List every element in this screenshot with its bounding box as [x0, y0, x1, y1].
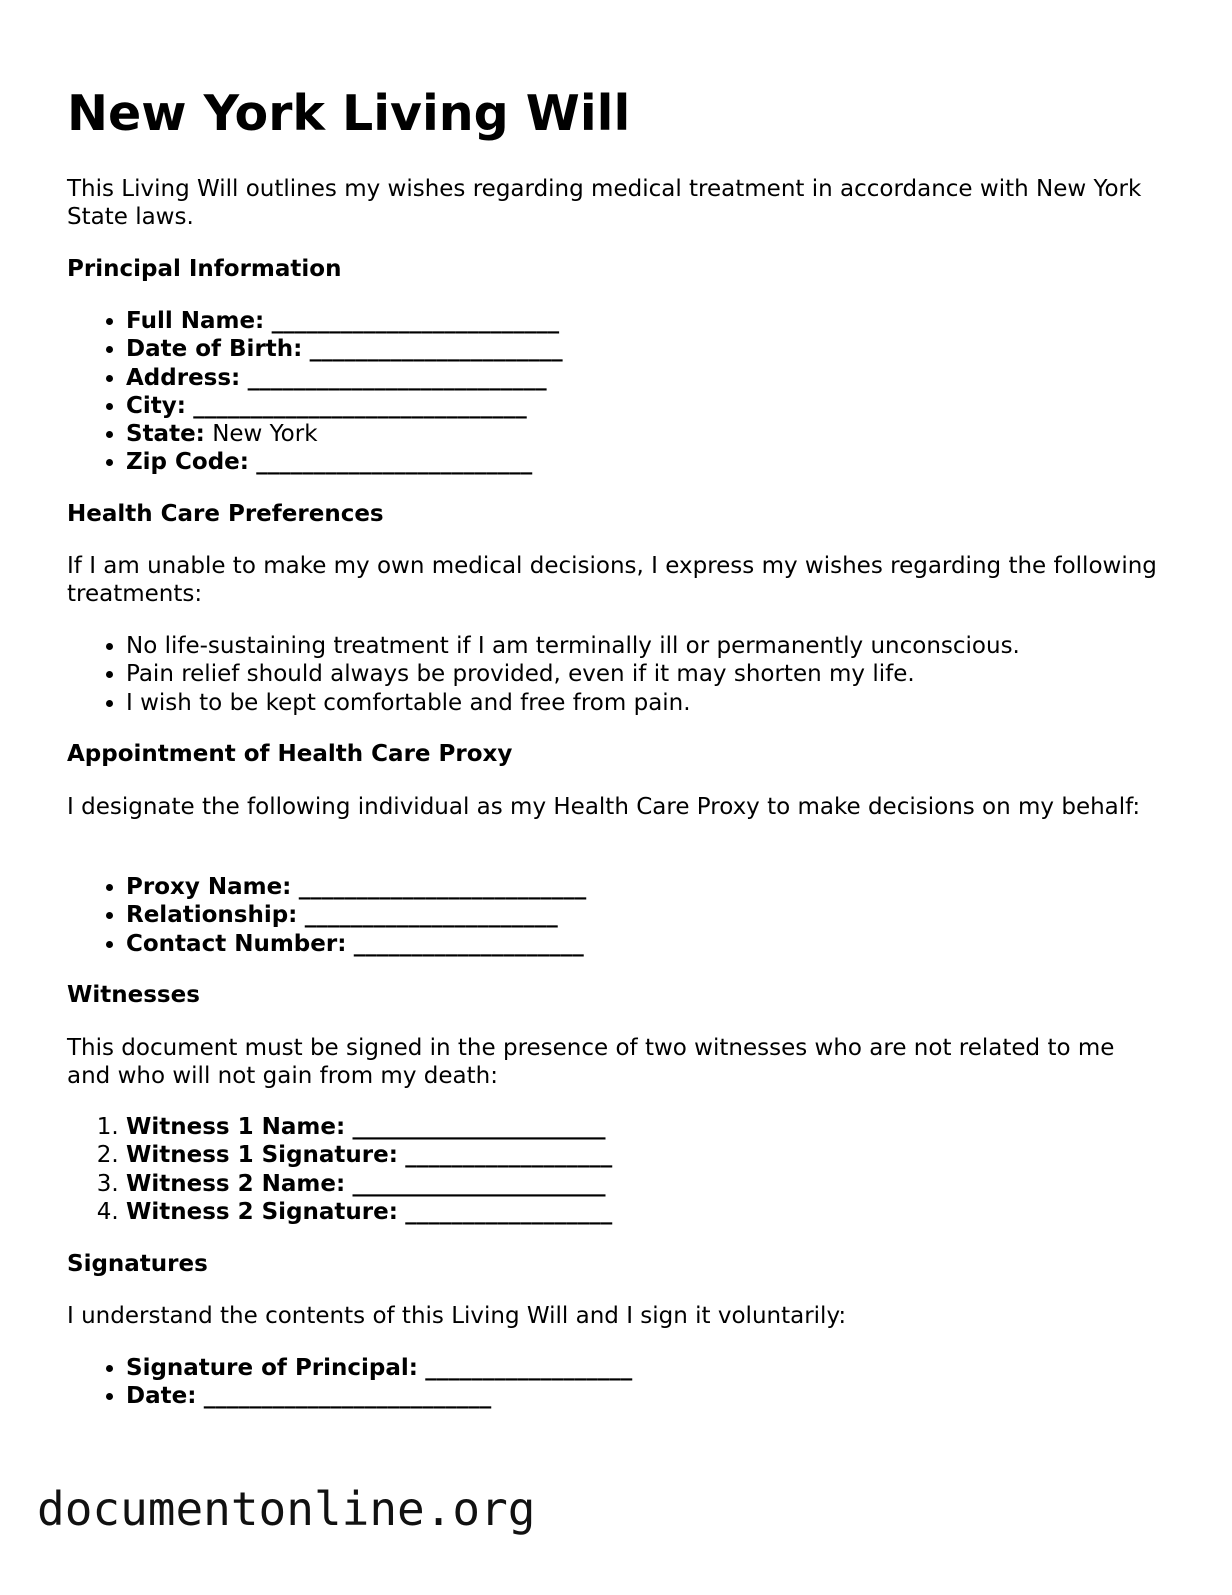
contact-number-field[interactable] — [126, 930, 586, 958]
field-blank: ______________________ — [304, 902, 558, 929]
relationship-field[interactable] — [126, 901, 586, 929]
field-value: New York — [212, 421, 318, 448]
list-item: • Pain relief should always be provided, even if it may shorten my life. — [126, 660, 1020, 688]
field-blank: _________________________ — [271, 308, 560, 334]
preferences-heading: Health Care Preferences — [67, 501, 384, 527]
signatures-fields-list — [67, 1354, 632, 1411]
witnesses-fields-list — [67, 1113, 612, 1226]
field-blank: ______________________ — [309, 336, 563, 363]
field-blank: ________________________ — [256, 449, 533, 476]
list-item: • No life-sustaining treatment if I am terminally ill or permanently unconscious. — [126, 632, 1020, 660]
field-blank: __________________ — [405, 1198, 613, 1225]
proxy-intro: I designate the following individual as my Health Care Proxy to make decisions on my behalf: — [67, 794, 1141, 820]
field-label: Date: — [126, 1383, 197, 1410]
field-label: Witness 2 Name: — [126, 1170, 346, 1197]
proxy-fields-list — [67, 873, 586, 958]
date-field[interactable] — [126, 1382, 632, 1410]
principal-heading: Principal Information — [67, 256, 342, 282]
field-blank: __________________ — [425, 1355, 633, 1381]
address-field[interactable] — [126, 364, 563, 392]
watermark-text: documentonline.org — [37, 1482, 536, 1536]
signatures-heading: Signatures — [67, 1251, 208, 1277]
proxy-heading: Appointment of Health Care Proxy — [67, 741, 513, 767]
principal-fields-list — [67, 307, 563, 477]
witness-2-signature-field[interactable] — [126, 1198, 612, 1226]
city-field[interactable] — [126, 392, 563, 420]
field-label: Witness 1 Name: — [126, 1114, 346, 1140]
field-label: Contact Number: — [126, 930, 347, 957]
field-blank: __________________ — [405, 1142, 613, 1169]
field-blank: ______________________ — [352, 1170, 606, 1197]
field-label: Address: — [126, 364, 241, 391]
signatures-intro: I understand the contents of this Living Will and I sign it voluntarily: — [67, 1303, 847, 1329]
field-label: Signature of Principal: — [126, 1355, 418, 1381]
document-title: New York Living Will — [67, 85, 631, 142]
full-name-field[interactable] — [126, 307, 563, 335]
field-blank: _________________________ — [203, 1383, 492, 1410]
proxy-name-field[interactable] — [126, 873, 586, 901]
field-blank: ______________________ — [352, 1114, 606, 1140]
witnesses-intro: This document must be signed in the presence of two witnesses who are not related to me and who will not gain from my death: — [67, 1035, 1115, 1089]
field-label: Zip Code: — [126, 449, 249, 476]
witnesses-heading: Witnesses — [67, 982, 200, 1008]
list-item: • I wish to be kept comfortable and free from pain. — [126, 689, 1020, 717]
field-label: Proxy Name: — [126, 874, 292, 900]
field-label: Relationship: — [126, 902, 298, 929]
zip-code-field[interactable] — [126, 448, 563, 476]
field-label: Date of Birth: — [126, 336, 303, 363]
field-label: Witness 1 Signature: — [126, 1142, 398, 1169]
field-blank: ____________________ — [353, 930, 584, 957]
field-blank: __________________________ — [247, 364, 547, 391]
preferences-intro: If I am unable to make my own medical decisions, I express my wishes regarding the following treatments: — [67, 553, 1157, 607]
state-field — [126, 420, 563, 448]
field-label: City: — [126, 392, 186, 419]
date-of-birth-field[interactable] — [126, 335, 563, 363]
field-blank: _________________________ — [298, 874, 587, 900]
witness-1-signature-field[interactable] — [126, 1141, 612, 1169]
principal-signature-field[interactable] — [126, 1354, 632, 1382]
witness-1-name-field[interactable] — [126, 1113, 612, 1141]
field-label: Full Name: — [126, 308, 265, 334]
field-label: Witness 2 Signature: — [126, 1198, 398, 1225]
intro-paragraph: This Living Will outlines my wishes regarding medical treatment in accordance with New York State laws. — [67, 176, 1142, 230]
preferences-list — [67, 632, 1020, 717]
witness-2-name-field[interactable] — [126, 1170, 612, 1198]
field-label: State: — [126, 421, 205, 448]
field-blank: _____________________________ — [193, 392, 527, 419]
